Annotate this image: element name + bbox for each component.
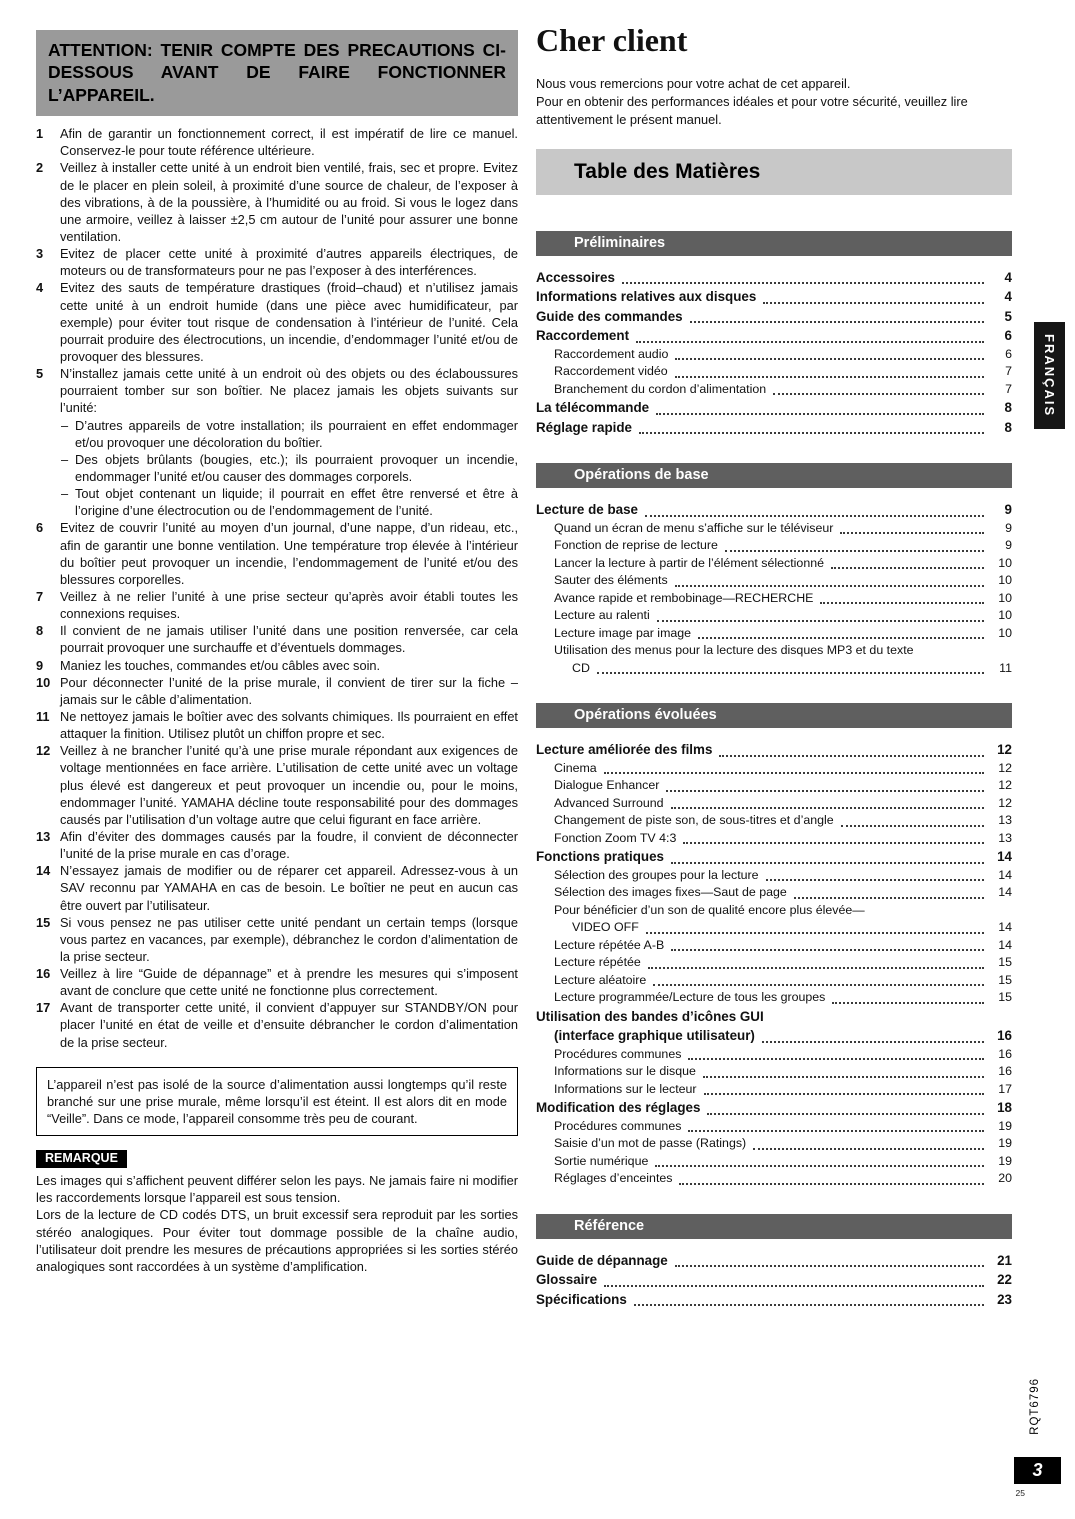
toc-entry-page: 16 (997, 1028, 1012, 1044)
toc-entry-first-line: Pour bénéficier d’un son de qualité encore plus élevée— (554, 902, 865, 917)
toc-entry-page: 15 (998, 990, 1012, 1005)
toc-entry (536, 381, 1012, 399)
dot-leader (773, 393, 984, 395)
toc-entry-label: Accessoires (536, 269, 615, 285)
toc-entry (536, 1153, 1012, 1171)
footnote-number: 25 (1015, 1488, 1025, 1498)
toc-entry (536, 1007, 1012, 1046)
toc-entry (536, 884, 1012, 902)
toc-entry (536, 1270, 1012, 1290)
precaution-item (36, 588, 518, 622)
toc-entry-label: Branchement du cordon d’alimentation (554, 381, 767, 396)
precaution-number: 4 (36, 280, 44, 296)
precaution-text: Pour déconnecter l’unité de la prise murale, il convient de tirer sur la fiche – jamais sur le câble d’alimentation. (60, 674, 518, 707)
toc-entry-label: (interface graphique utilisateur) (554, 1028, 755, 1044)
toc-entry-page: 16 (998, 1046, 1012, 1061)
dot-leader (675, 376, 984, 378)
dot-leader (604, 1285, 984, 1287)
toc-entry-label: Lancer la lecture à partir de l’élément sélectionné (554, 555, 824, 570)
precaution-item (36, 657, 518, 674)
toc-entry (536, 500, 1012, 520)
dot-leader (679, 1183, 984, 1185)
precautions-column (36, 30, 518, 1275)
toc-entry-label: Lecture aléatoire (554, 972, 647, 987)
toc-entry (536, 398, 1012, 418)
precaution-subitem-text: Des objets brûlants (bougies, etc.); ils pourraient provoquer un incendie, endommager l’unité et/ou causer des dommages corporels. (75, 451, 518, 484)
dot-leader (688, 1058, 984, 1060)
precaution-item (36, 365, 518, 519)
remarque-paragraph-1: Les images qui s’affichent peuvent différer selon les pays. Ne jamais faire ni modifier les raccordements lorsque l’appareil est sous tension. (36, 1173, 518, 1206)
precaution-text: Veillez à installer cette unité à un endroit bien ventilé, frais, sec et propre. Evitez de le placer en plein soleil, à proximité d’une source de chaleur, de l’exposer à des vibrations, à de la poussière, à l’humidité ou au froid. Si vous le logez dans une armoire, veillez à laisser ±2,5 cm autour de l’unité pour assurer une bonne ventilation. (60, 160, 518, 245)
toc-entry-page: 10 (998, 555, 1012, 570)
toc-entry (536, 1290, 1012, 1310)
toc-entry (536, 326, 1012, 346)
toc-entry-page: 20 (998, 1171, 1012, 1186)
toc-entry-label: Réglages d’enceintes (554, 1171, 673, 1186)
toc-entry-page: 7 (1005, 364, 1012, 379)
precaution-item (36, 914, 518, 965)
toc-entry-page: 14 (998, 867, 1012, 882)
precaution-text: N’installez jamais cette unité à un endroit où des objets ou des éclaboussures pourraient tomber sur son boîtier. Ne placez jamais les objets suivants sur l’unité: (60, 366, 518, 416)
precaution-text: Veillez à ne relier l’unité à une prise secteur qu’après avoir établi toutes les connexions requises. (60, 588, 518, 622)
precaution-item (36, 965, 518, 999)
toc-entry-page: 13 (998, 830, 1012, 845)
toc-title: Table des Matières (536, 149, 1012, 195)
toc-entry-page: 11 (999, 660, 1012, 675)
toc-entry-page: 16 (998, 1064, 1012, 1079)
toc-entry-label: Lecture améliorée des films (536, 742, 713, 758)
precaution-subitem-text: D’autres appareils de votre installation; ils pourraient en effet endommager et/ou provoquer une décoloration du boîtier. (75, 417, 518, 450)
toc-entry (536, 847, 1012, 867)
precaution-item (36, 519, 518, 588)
toc-entry (536, 830, 1012, 848)
precaution-item (36, 159, 518, 245)
toc-entry-label: Guide de dépannage (536, 1252, 668, 1268)
toc-entry (536, 590, 1012, 608)
toc-entry (536, 537, 1012, 555)
precaution-number: 1 (36, 126, 44, 142)
toc-entry-page: 14 (997, 849, 1012, 865)
toc-entry-page: 15 (998, 955, 1012, 970)
toc-entry (536, 1251, 1012, 1271)
toc-entry-page: 14 (998, 885, 1012, 900)
dot-leader (831, 567, 984, 569)
dot-leader (698, 637, 984, 639)
dot-leader (657, 620, 984, 622)
toc-entry-label: Lecture répétée (554, 955, 641, 970)
toc-entry-label: Sélection des images fixes—Saut de page (554, 885, 787, 900)
dash-bullet: – (61, 451, 69, 467)
toc-entry-label: Lecture programmée/Lecture de tous les groupes (554, 990, 826, 1005)
precaution-number: 15 (36, 914, 51, 930)
precaution-subitem (60, 417, 518, 451)
dot-leader (840, 532, 984, 534)
toc-entry-label: Informations sur le lecteur (554, 1081, 697, 1096)
toc-entry (536, 954, 1012, 972)
toc-entry-page: 17 (998, 1081, 1012, 1096)
precaution-text: Ne nettoyez jamais le boîtier avec des solvants chimiques. Ils pourraient en effet attaquer la finition. Utilisez plutôt un chiffon propre et sec. (60, 708, 518, 742)
toc-entry (536, 1046, 1012, 1064)
toc-entry (536, 307, 1012, 327)
language-tab: FRANÇAIS (1034, 322, 1065, 429)
toc-section-header: Référence (536, 1214, 1012, 1239)
precaution-text: Afin d’éviter des dommages causés par la foudre, il convient de déconnecter l’unité de la prise murale en cas d’orage. (60, 828, 518, 862)
toc-entry-label: Avance rapide et rembobinage—RECHERCHE (554, 590, 814, 605)
dot-leader (683, 842, 984, 844)
toc-entry-page: 21 (997, 1252, 1012, 1268)
toc-entry (536, 555, 1012, 573)
toc-entry-label: Glossaire (536, 1272, 598, 1288)
precaution-item (36, 674, 518, 708)
precaution-text: Maniez les touches, commandes et/ou câbles avec soin. (60, 657, 381, 673)
precaution-number: 10 (36, 674, 51, 690)
intro-line-2: Pour en obtenir des performances idéales et pour votre sécurité, veuillez lire attentivement le présent manuel. (536, 93, 968, 127)
toc-entry (536, 972, 1012, 990)
toc-section-header: Préliminaires (536, 231, 1012, 256)
toc-section-header: Opérations évoluées (536, 703, 1012, 728)
toc-entry (536, 520, 1012, 538)
dot-leader (671, 949, 984, 951)
toc-entry-label: Sauter des éléments (554, 573, 668, 588)
precaution-number: 9 (36, 657, 44, 673)
dot-leader (766, 879, 984, 881)
toc-entry-page: 12 (997, 742, 1012, 758)
toc-entry-label: Advanced Surround (554, 795, 664, 810)
precaution-number: 2 (36, 160, 44, 176)
precaution-item (36, 999, 518, 1050)
toc-entry (536, 795, 1012, 813)
toc-entry-label: Saisie d’un mot de passe (Ratings) (554, 1136, 747, 1151)
toc-entry-page: 19 (998, 1153, 1012, 1168)
precaution-text: Evitez des sauts de température drastiques (froid–chaud) et n’utilisez jamais cette unité à un endroit humide (dans une pièce avec humidificateur, par exemple) pour éviter tout risque de condensation à l’intérieur de l’unité. Cela pourrait produire des électrocutions, un incendie, d’endommager l’unité et/ou de provoquer des blessures. (60, 280, 518, 364)
dash-bullet: – (61, 486, 69, 502)
toc-entry-label: Procédures communes (554, 1046, 682, 1061)
toc-entry (536, 937, 1012, 955)
dot-leader (646, 932, 984, 934)
toc-entry-label: Fonctions pratiques (536, 849, 664, 865)
dot-leader (648, 967, 984, 969)
toc-entry (536, 1081, 1012, 1099)
model-code: RQT6796 (1029, 1378, 1041, 1435)
toc-entry-label: Lecture au ralenti (554, 608, 650, 623)
toc-entry-page: 10 (998, 590, 1012, 605)
dot-leader (666, 790, 984, 792)
precaution-text: Avant de transporter cette unité, il convient d’appuyer sur STANDBY/ON pour placer l’unité en état de veille et d’ensuite débrancher le cordon d’alimentation de la prise secteur. (60, 1000, 518, 1050)
precaution-item (36, 708, 518, 742)
toc-entry-label: La télécommande (536, 400, 650, 416)
toc-entry-page: 12 (998, 760, 1012, 775)
toc-entry (536, 1118, 1012, 1136)
toc-section-header: Opérations de base (536, 463, 1012, 488)
precaution-text: Evitez de couvrir l’unité au moyen d’un journal, d’une nappe, d’un rideau, etc., afin de garantir une bonne ventilation. Une température trop élevée à l’intérieur du boîtier peut provoquer un incendie, l’endommagement de l’unité et/ou des blessures corporelles. (60, 520, 518, 587)
toc-entry (536, 777, 1012, 795)
toc-entry (536, 902, 1012, 937)
toc-entry-page: 9 (1005, 520, 1012, 535)
page-number-badge: 3 (1014, 1457, 1061, 1484)
precaution-text: Afin de garantir un fonctionnement correct, il est impératif de lire ce manuel. Conservez-le pour toute référence ultérieure. (60, 126, 518, 159)
dot-leader (707, 1113, 984, 1115)
toc-entry-page: 8 (1004, 400, 1012, 416)
toc-entry (536, 418, 1012, 438)
toc-entry-label: Informations sur le disque (554, 1064, 696, 1079)
precaution-text: Il convient de ne jamais utiliser l’unité dans une position renversée, car cela pourrait provoquer une surchauffe et d’éventuels dommages. (60, 623, 518, 656)
precaution-number: 17 (36, 1000, 51, 1016)
dash-bullet: – (61, 417, 69, 433)
toc-entry (536, 1170, 1012, 1188)
toc-entry-page: 14 (998, 937, 1012, 952)
dot-leader (655, 1165, 984, 1167)
toc-entry-page: 18 (997, 1100, 1012, 1116)
toc-entry-page: 9 (1004, 502, 1012, 518)
toc-entry-label: Lecture de base (536, 502, 638, 518)
dot-leader (704, 1093, 984, 1095)
precaution-text: Si vous pensez ne pas utiliser cette unité pendant un certain temps (lorsque vous partez en vacances, par exemple), débranchez le cordon d’alimentation de la prise secteur. (60, 914, 518, 964)
toc-entry-label: Guide des commandes (536, 308, 683, 324)
precaution-item (36, 862, 518, 913)
toc-entry-page: 12 (998, 795, 1012, 810)
toc-entry-page: 12 (998, 778, 1012, 793)
toc-entry-label: Spécifications (536, 1291, 627, 1307)
dot-leader (763, 302, 984, 304)
dot-leader (794, 897, 984, 899)
toc-entry-page: 8 (1004, 419, 1012, 435)
precaution-number: 16 (36, 966, 51, 982)
precaution-number: 14 (36, 863, 51, 879)
toc-entry (536, 760, 1012, 778)
toc-entry-page: 19 (998, 1118, 1012, 1133)
toc-entry-page: 23 (997, 1291, 1012, 1307)
toc-entry-label: Lecture image par image (554, 625, 692, 640)
dot-leader (753, 1148, 984, 1150)
precaution-number: 5 (36, 366, 44, 382)
toc-entry-page: 6 (1004, 328, 1012, 344)
dot-leader (820, 602, 984, 604)
toc-entry (536, 812, 1012, 830)
precaution-item (36, 279, 518, 365)
toc-entry (536, 1135, 1012, 1153)
dot-leader (653, 984, 984, 986)
dot-leader (622, 282, 984, 284)
standby-note: L’appareil n’est pas isolé de la source d’alimentation aussi longtemps qu’il reste branché sur une prise murale, même lorsqu’il est éteint. Il est alors dit en mode “Veille”. Dans ce mode, l’appareil consomme très peu de courant. (36, 1067, 518, 1136)
toc-entry-page: 19 (998, 1136, 1012, 1151)
toc-entry-page: 14 (998, 920, 1012, 935)
dot-leader (636, 341, 984, 343)
toc-entry-page: 15 (998, 972, 1012, 987)
toc-entry (536, 867, 1012, 885)
toc-entry-label: Modification des réglages (536, 1100, 701, 1116)
precaution-item (36, 742, 518, 828)
toc-entry-label: Procédures communes (554, 1118, 682, 1133)
toc-entry (536, 625, 1012, 643)
precaution-text: N’essayez jamais de modifier ou de réparer cet appareil. Adressez-vous à un SAV reconnu par YAMAHA en cas de besoin. Le boîtier ne peut en aucun cas être ouvert par l’utilisateur. (60, 863, 518, 913)
precaution-number: 6 (36, 520, 44, 536)
toc-entry-label: Raccordement vidéo (554, 364, 668, 379)
toc-entry (536, 572, 1012, 590)
dot-leader (690, 321, 984, 323)
page-title: Cher client (536, 22, 688, 58)
dot-leader (703, 1076, 984, 1078)
toc-entry-first-line: Utilisation des bandes d’icônes GUI (536, 1008, 764, 1024)
toc-entry-page: 10 (998, 573, 1012, 588)
dot-leader (675, 585, 984, 587)
toc-entry (536, 268, 1012, 288)
toc-entry-page: 22 (997, 1272, 1012, 1288)
toc-entry-page: 10 (998, 608, 1012, 623)
dot-leader (604, 772, 984, 774)
toc-entry-label: CD (572, 660, 590, 675)
toc-entry-label: Dialogue Enhancer (554, 778, 660, 793)
precaution-item (36, 622, 518, 656)
precaution-number: 12 (36, 743, 51, 759)
toc-entry-label: Lecture répétée A-B (554, 937, 665, 952)
dot-leader (688, 1130, 984, 1132)
toc-entry-first-line: Utilisation des menus pour la lecture des disques MP3 et du texte (554, 643, 914, 658)
precaution-text: Veillez à lire “Guide de dépannage” et à prendre les mesures qui s’imposent avant de conclure que cette unité ne fonctionne plus correctement. (60, 966, 518, 999)
dot-leader (841, 825, 984, 827)
toc-entry (536, 989, 1012, 1007)
toc-entry-page: 10 (998, 625, 1012, 640)
toc-entry-label: Changement de piste son, de sous-titres et d’angle (554, 813, 834, 828)
table-of-contents (536, 231, 1012, 1310)
toc-entry-label: VIDEO OFF (572, 920, 639, 935)
dot-leader (639, 432, 984, 434)
toc-entry (536, 287, 1012, 307)
toc-entry-page: 9 (1005, 538, 1012, 553)
toc-entry (536, 1063, 1012, 1081)
precaution-number: 11 (36, 708, 50, 724)
toc-entry-label: Raccordement (536, 328, 630, 344)
dot-leader (645, 515, 984, 517)
toc-entry (536, 607, 1012, 625)
toc-entry-label: Raccordement audio (554, 346, 669, 361)
dot-leader (634, 1304, 984, 1306)
dot-leader (832, 1002, 984, 1004)
dot-leader (671, 807, 984, 809)
toc-entry-page: 7 (1005, 381, 1012, 396)
intro-line-1: Nous vous remercions pour votre achat de cet appareil. (536, 76, 851, 91)
toc-entry-label: Cinema (554, 760, 597, 775)
precautions-list (36, 125, 518, 1051)
precaution-text: Evitez de placer cette unité à proximité d’autres appareils électriques, de moteurs ou de transformateurs pour ne pas l’exposer à des interférences. (60, 246, 518, 279)
dot-leader (725, 550, 984, 552)
dot-leader (597, 672, 984, 674)
toc-column (536, 22, 1012, 1309)
dot-leader (719, 755, 984, 757)
precaution-number: 7 (36, 588, 44, 604)
toc-entry-label: Fonction Zoom TV 4:3 (554, 830, 677, 845)
remarque-label: REMARQUE (36, 1150, 127, 1168)
toc-entry-page: 4 (1004, 289, 1012, 305)
toc-entry (536, 740, 1012, 760)
toc-entry (536, 346, 1012, 364)
precaution-item (36, 828, 518, 862)
toc-entry-label: Sélection des groupes pour la lecture (554, 867, 759, 882)
precaution-subitem (60, 485, 518, 519)
precaution-item (36, 125, 518, 159)
dot-leader (675, 358, 984, 360)
toc-entry-page: 13 (998, 813, 1012, 828)
dot-leader (671, 862, 984, 864)
toc-entry-label: Quand un écran de menu s’affiche sur le téléviseur (554, 520, 834, 535)
precaution-number: 3 (36, 246, 44, 262)
precaution-item (36, 245, 518, 279)
toc-entry-page: 6 (1005, 346, 1012, 361)
toc-entry-label: Informations relatives aux disques (536, 289, 757, 305)
dot-leader (762, 1041, 984, 1043)
precaution-number: 8 (36, 623, 44, 639)
toc-entry-label: Réglage rapide (536, 419, 632, 435)
toc-entry-page: 4 (1004, 269, 1012, 285)
toc-entry-label: Fonction de reprise de lecture (554, 538, 718, 553)
precaution-number: 13 (36, 828, 51, 844)
toc-entry-page: 5 (1004, 308, 1012, 324)
toc-entry-label: Sortie numérique (554, 1153, 649, 1168)
dot-leader (675, 1265, 984, 1267)
precaution-subitem (60, 451, 518, 485)
dot-leader (656, 413, 984, 415)
remarque-paragraph-2: Lors de la lecture de CD codés DTS, un bruit excessif sera reproduit par les sorties stéréo analogiques. Pour éviter tout dommage possible de la chaîne audio, l’utilisateur doit prendre les mesures de précautions appropriées si les sorties stéréo analogiques sont raccordées à un système d’amplification. (36, 1207, 518, 1274)
toc-entry (536, 363, 1012, 381)
toc-entry (536, 642, 1012, 677)
toc-entry (536, 1098, 1012, 1118)
precaution-text: Veillez à ne brancher l’unité qu’à une prise murale répondant aux exigences de voltage mentionnées en face arrière. L’utilisation de cette unité avec un voltage plus élevé est dangereux et peut provoquer un incendie ou, pour le moins, endommager l’unité. YAMAHA décline toute responsabilité pour des dommages causés par l’utilisation d’un voltage autre que celui figurant en face arrière. (60, 743, 518, 827)
warning-header: ATTENTION: TENIR COMPTE DES PRECAUTIONS CI-DESSOUS AVANT DE FAIRE FONCTIONNER L’APPAREIL. (36, 30, 518, 116)
precaution-subitem-text: Tout objet contenant un liquide; il pourrait en effet être renversé et être à l’origine d’une électrocution ou de l’endommagement de l’unité. (75, 486, 518, 519)
